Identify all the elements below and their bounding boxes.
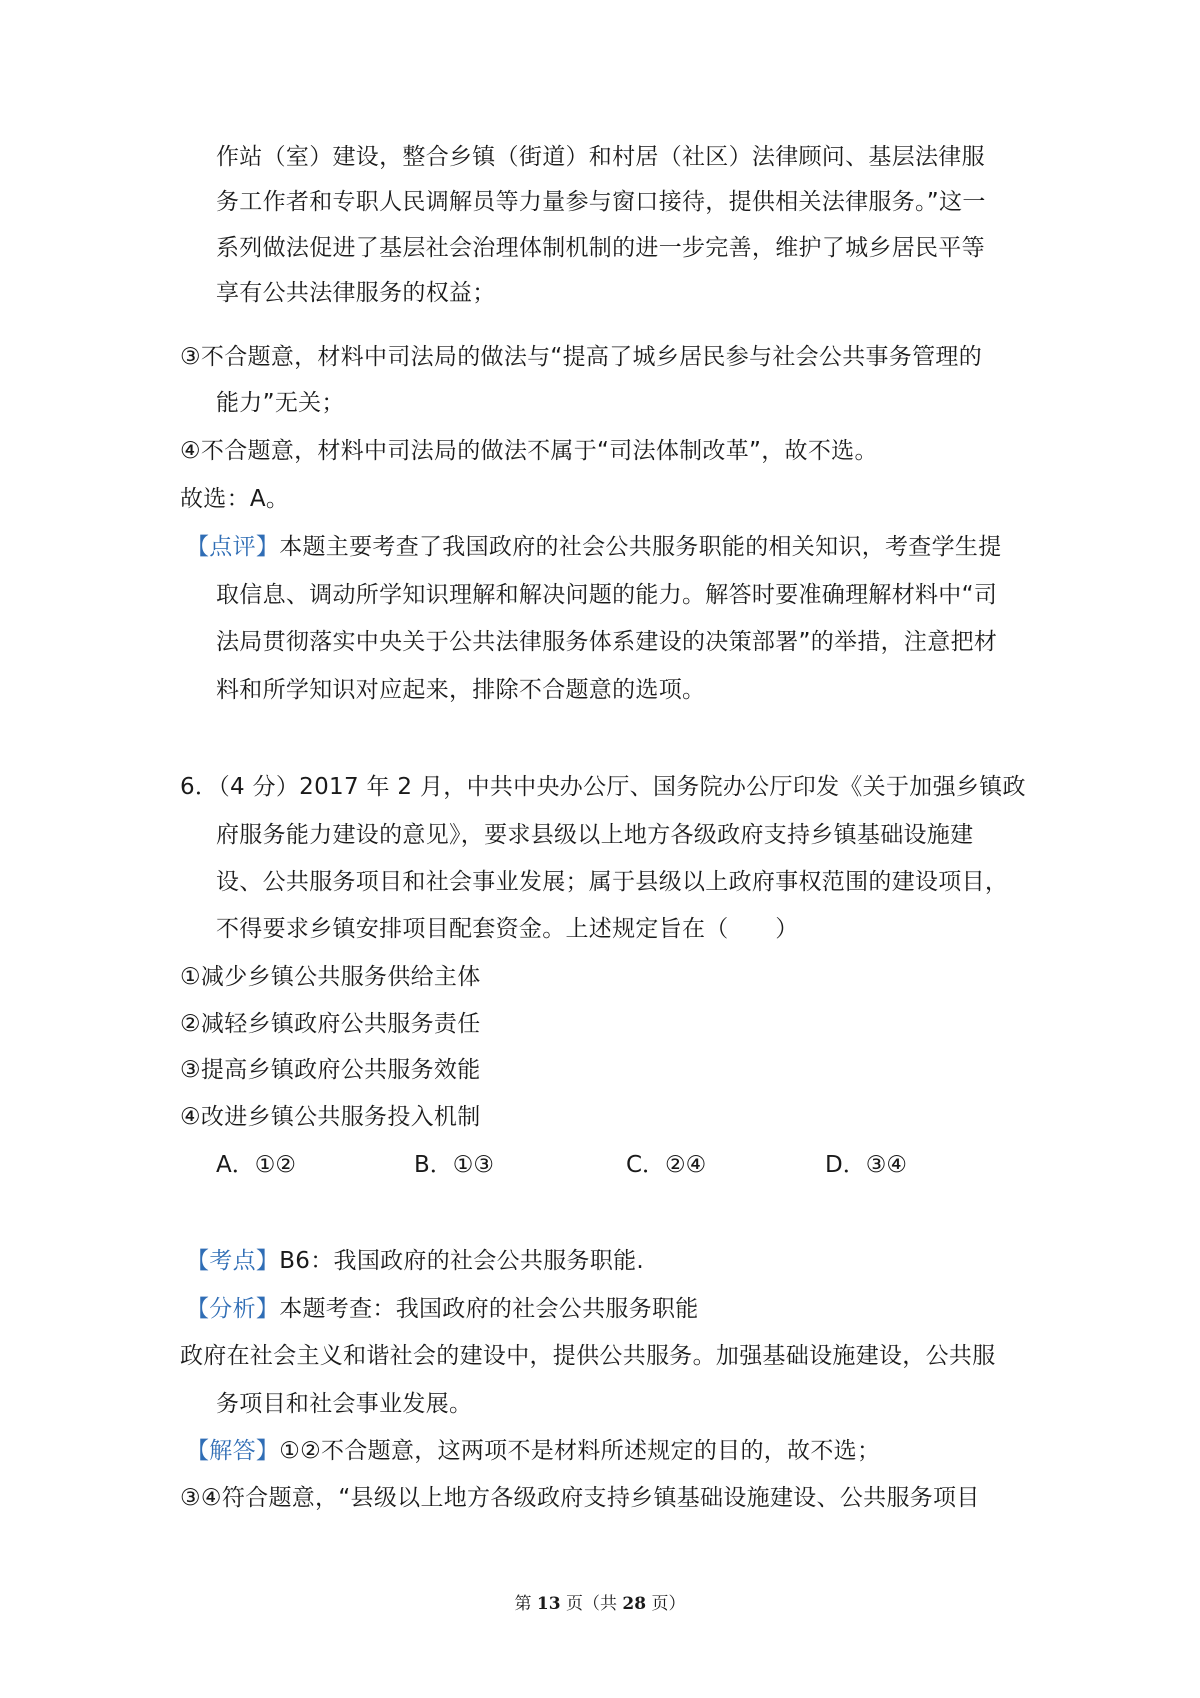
page-footer bbox=[0, 1593, 1200, 1615]
page-total: 28 bbox=[622, 1594, 647, 1614]
fenxi-line bbox=[186, 1294, 699, 1324]
comment-line: 料和所学知识对应起来，排除不合题意的选项。 bbox=[216, 677, 706, 703]
prev-answer-line: ③不合题意，材料中司法局的做法与“提高了城乡居民参与社会公共事务管理的 bbox=[180, 344, 983, 370]
prev-answer-line: 务工作者和专职人民调解员等力量参与窗口接待，提供相关法律服务。”这一 bbox=[216, 189, 986, 215]
footer-prefix: 第 bbox=[514, 1594, 537, 1614]
prev-answer-line: 系列做法促进了基层社会治理体制机制的进一步完善，维护了城乡居民平等 bbox=[216, 235, 985, 261]
fenxi-body-line: 政府在社会主义和谐社会的建设中，提供公共服务。加强基础设施建设，公共服 bbox=[180, 1343, 996, 1369]
prev-answer-line: 能力”无关； bbox=[216, 390, 345, 416]
prev-answer-line: ④不合题意，材料中司法局的做法不属于“司法体制改革”，故不选。 bbox=[180, 438, 878, 464]
option-b: B．①③ bbox=[414, 1152, 495, 1178]
comment-line: 取信息、调动所学知识理解和解决问题的能力。解答时要准确理解材料中“司 bbox=[216, 582, 998, 608]
jieda-line bbox=[186, 1436, 880, 1466]
option-d: D．③④ bbox=[825, 1152, 907, 1178]
statement-item: ②减轻乡镇政府公共服务责任 bbox=[180, 1011, 481, 1037]
fenxi-body-line: 务项目和社会事业发展。 bbox=[216, 1391, 473, 1417]
jieda-body-line: ③④符合题意，“县级以上地方各级政府支持乡镇基础设施建设、公共服务项目 bbox=[180, 1485, 980, 1511]
kaodian-text: B6：我国政府的社会公共服务职能. bbox=[279, 1248, 645, 1274]
comment-line: 法局贯彻落实中央关于公共法律服务体系建设的决策部署”的举措，注意把材 bbox=[216, 629, 998, 655]
jieda-tag: 【解答】 bbox=[186, 1438, 280, 1464]
comment-text: 本题主要考查了我国政府的社会公共服务职能的相关知识，考查学生提 bbox=[279, 534, 1002, 560]
kaodian-tag: 【考点】 bbox=[186, 1248, 280, 1274]
statement-item: ④改进乡镇公共服务投入机制 bbox=[180, 1104, 481, 1130]
comment-tag: 【点评】 bbox=[186, 534, 280, 560]
question-stem-line: 不得要求乡镇安排项目配套资金。上述规定旨在（ ） bbox=[216, 916, 799, 942]
kaodian-line bbox=[186, 1246, 644, 1276]
page-number: 13 bbox=[536, 1594, 561, 1614]
statement-item: ③提高乡镇政府公共服务效能 bbox=[180, 1057, 481, 1083]
prev-answer-line: 作站（室）建设，整合乡镇（街道）和村居（社区）法律顾问、基层法律服 bbox=[216, 144, 985, 170]
prev-answer-result: 故选：A。 bbox=[180, 486, 290, 512]
fenxi-text: 本题考查：我国政府的社会公共服务职能 bbox=[279, 1296, 699, 1322]
jieda-text: ①②不合题意，这两项不是材料所述规定的目的，故不选； bbox=[279, 1438, 881, 1464]
fenxi-tag: 【分析】 bbox=[186, 1296, 280, 1322]
prev-answer-line: 享有公共法律服务的权益； bbox=[216, 280, 496, 306]
statement-item: ①减少乡镇公共服务供给主体 bbox=[180, 964, 481, 990]
question-stem-line: 设、公共服务项目和社会事业发展；属于县级以上政府事权范围的建设项目， bbox=[216, 869, 1009, 895]
option-a: A．①② bbox=[216, 1152, 296, 1178]
footer-suffix: 页） bbox=[646, 1594, 686, 1614]
option-c: C．②④ bbox=[626, 1152, 707, 1178]
comment-line bbox=[186, 532, 1002, 562]
question-stem-line: 6．（4 分）2017 年 2 月，中共中央办公厅、国务院办公厅印发《关于加强乡镇政 bbox=[180, 774, 1026, 800]
footer-middle: 页（共 bbox=[560, 1594, 623, 1614]
question-stem-line: 府服务能力建设的意见》，要求县级以上地方各级政府支持乡镇基础设施建 bbox=[216, 822, 974, 848]
